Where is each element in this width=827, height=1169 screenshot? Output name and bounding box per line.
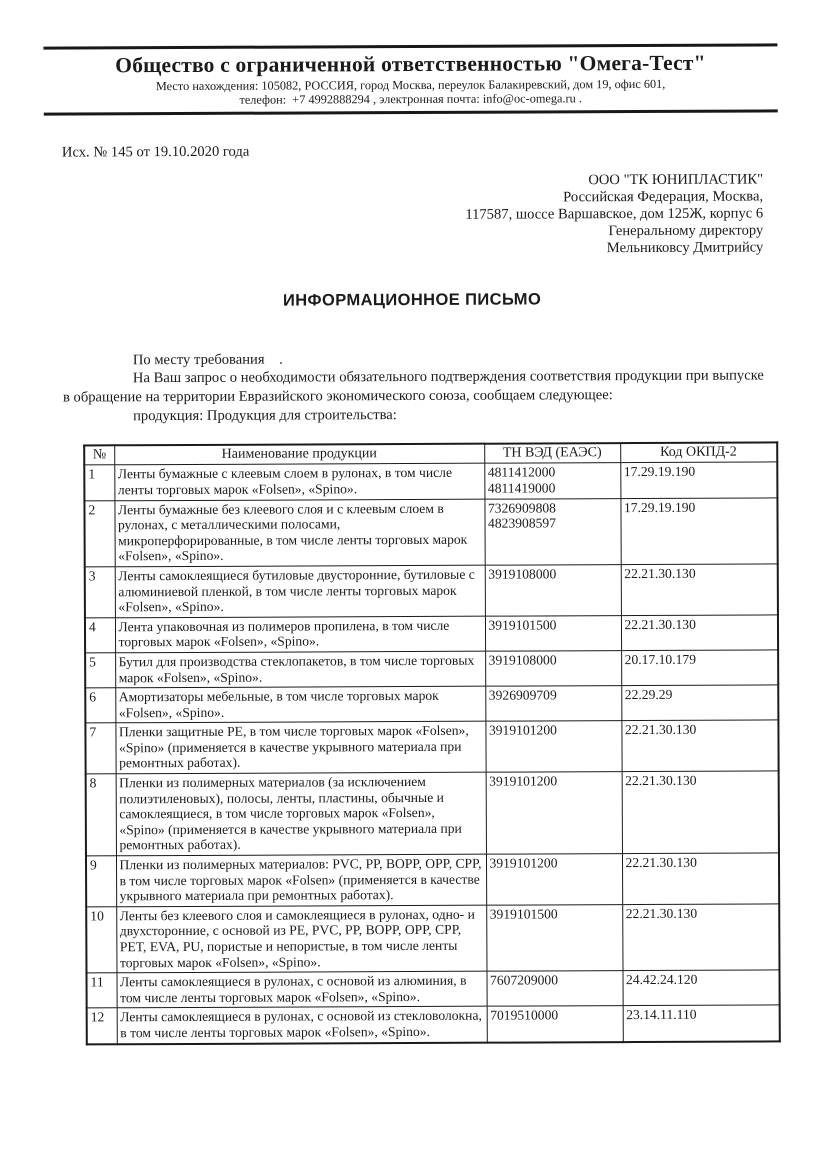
cell-num: 5	[85, 653, 115, 688]
table-row	[86, 771, 779, 856]
product-table-body	[84, 462, 780, 1044]
document-page	[0, 43, 827, 1169]
cell-num: 7	[85, 723, 115, 774]
cell-name: Ленты самоклеящиеся в рулонах, с основой из алюминия, в том числе ленты торговых марок «Folsen», «Spino».	[116, 971, 486, 1008]
table-row	[86, 904, 779, 973]
header-number: №	[84, 445, 114, 465]
cell-num: 3	[85, 567, 115, 618]
cell-num: 1	[84, 465, 114, 500]
cell-num: 6	[85, 688, 115, 723]
table-row	[86, 853, 779, 907]
recipient-address: 117587, шоссе Варшавское, дом 125Ж, корпус 6	[465, 205, 764, 223]
cell-okpd: 17.29.19.190	[620, 497, 777, 564]
paragraph-request-response: На Ваш запрос о необходимости обязательного подтверждения соответствия продукции при выпуске в обращение на территории Евразийского экономического союза, сообщаем следующее:	[62, 367, 764, 406]
cell-okpd: 22.29.29	[621, 685, 778, 721]
table-row	[84, 497, 777, 566]
table-row	[86, 970, 779, 1008]
table-row	[85, 650, 778, 688]
table-row	[87, 1005, 780, 1044]
header-product-name: Наименование продукции	[114, 443, 484, 465]
recipient-position: Генеральному директору	[608, 222, 764, 239]
cell-num: 4	[85, 618, 115, 653]
cell-okpd: 22.21.30.130	[622, 853, 779, 904]
cell-tnved: 3919101500	[486, 904, 622, 971]
cell-okpd: 24.42.24.120	[622, 970, 779, 1006]
product-table	[83, 441, 781, 1045]
company-name: Общество с ограниченной ответственностью "Омега-Тест"	[115, 50, 706, 78]
table-row	[85, 615, 778, 653]
cell-tnved: 7326909808 4823908597	[484, 498, 620, 565]
paragraph-place-of-demand: По месту требования .	[132, 351, 283, 368]
cell-okpd: 20.17.10.179	[621, 650, 778, 686]
paragraph-product-category: продукция: Продукция для строительства:	[133, 407, 397, 425]
cell-okpd: 23.14.11.110	[623, 1005, 780, 1041]
recipient-person: Мельниковсу Дмитрийсу	[606, 239, 764, 256]
table-row	[85, 564, 778, 618]
cell-okpd: 22.21.30.130	[621, 720, 778, 771]
table-row	[85, 720, 778, 774]
cell-okpd: 22.21.30.130	[621, 615, 778, 651]
cell-name: Ленты самоклеящиеся бутиловые двусторонние, бутиловые с алюминиевой пленкой, в том числе ленты торговых марок «Folsen», «Spino».	[115, 565, 485, 617]
letter-title: ИНФОРМАЦИОННОЕ ПИСЬМО	[282, 290, 542, 310]
cell-tnved: 4811412000 4811419000	[484, 463, 620, 499]
cell-okpd: 17.29.19.190	[620, 462, 777, 498]
cell-num: 2	[84, 500, 114, 567]
cell-okpd: 22.21.30.130	[622, 771, 779, 854]
cell-num: 9	[86, 856, 116, 907]
cell-tnved: 7607209000	[486, 971, 622, 1007]
cell-okpd: 22.21.30.130	[622, 904, 779, 971]
cell-tnved: 3919101500	[485, 615, 621, 651]
cell-name: Пленки защитные PE, в том числе торговых марок «Folsen», «Spino» (применяется в качестве укрывного материала при ремонтных работах).	[115, 721, 485, 773]
letter-body	[63, 348, 764, 426]
cell-okpd: 22.21.30.130	[621, 564, 778, 615]
cell-tnved: 3919101200	[486, 854, 622, 905]
table-row	[84, 462, 777, 500]
recipient-country-city: Российская Федерация, Москва,	[563, 188, 764, 205]
cell-tnved: 7019510000	[487, 1006, 623, 1042]
company-contacts: телефон: +7 4992888294 , электронная почта: info@oc-omega.ru .	[239, 91, 582, 107]
cell-name: Пленки из полимерных материалов: PVC, PP, BOPP, OPP, CPP, в том числе торговых марок «Folsen» (применяется в качестве укрывного материала при ремонтных работах).	[116, 854, 486, 906]
letterhead	[43, 43, 777, 115]
cell-name: Ленты самоклеящиеся в рулонах, с основой из стекловолокна, в том числе ленты торговых марок «Folsen», «Spino».	[117, 1007, 487, 1044]
table-row	[85, 685, 778, 723]
recipient-company: ООО "ТК ЮНИПЛАСТИК"	[588, 171, 764, 188]
company-address: Место нахождения: 105082, РОССИЯ, город Москва, переулок Балакиревский, дом 19, офис 601,	[155, 76, 666, 94]
cell-name: Бутил для производства стеклопакетов, в том числе торговых марок «Folsen», «Spino».	[115, 651, 485, 688]
cell-tnved: 3919108000	[485, 565, 621, 616]
cell-num: 11	[86, 973, 116, 1008]
cell-name: Ленты без клеевого слоя и самоклеящиеся в рулонах, одно- и двухсторонние, с основой из PE, PVC, PP, BOPP, OPP, CPP, PET, EVA, PU, пористые и непористые, в том числе ленты торговых марок «Folsen», «Spino».	[116, 905, 486, 973]
cell-tnved: 3926909709	[485, 686, 621, 722]
cell-name: Ленты бумажные с клеевым слоем в рулонах, в том числе ленты торговых марок «Folsen», «Spino».	[114, 464, 484, 501]
cell-name: Пленки из полимерных материалов (за исключением полиэтиленовых), полосы, ленты, пластины, обычные и самоклеящиеся, в том числе торговых марок «Folsen», «Spino» (применяется в качестве укрывного материала при ремонтных работах).	[116, 772, 486, 856]
cell-num: 12	[87, 1008, 117, 1044]
cell-tnved: 3919101200	[485, 721, 621, 772]
cell-num: 8	[86, 774, 116, 856]
header-okpd-code: Код ОКПД-2	[620, 442, 777, 463]
outgoing-ref-line: Исх. № 145 от 19.10.2020 года	[61, 143, 250, 161]
cell-tnved: 3919101200	[486, 772, 622, 855]
cell-tnved: 3919108000	[485, 651, 621, 687]
cell-name: Лента упаковочная из полимеров пропилена, в том числе торговых марок «Folsen», «Spino».	[115, 616, 485, 653]
cell-num: 10	[86, 907, 116, 974]
recipient-block	[0, 171, 763, 259]
cell-name: Ленты бумажные без клеевого слоя и с клеевым слоем в рулонах, с металлическими полосами, микроперфорированные, в том числе ленты торговых марок «Folsen», «Spino».	[114, 499, 484, 567]
header-tnved-code: ТН ВЭД (ЕАЭС)	[484, 443, 620, 464]
cell-name: Амортизаторы мебельные, в том числе торговых марок «Folsen», «Spino».	[115, 686, 485, 723]
